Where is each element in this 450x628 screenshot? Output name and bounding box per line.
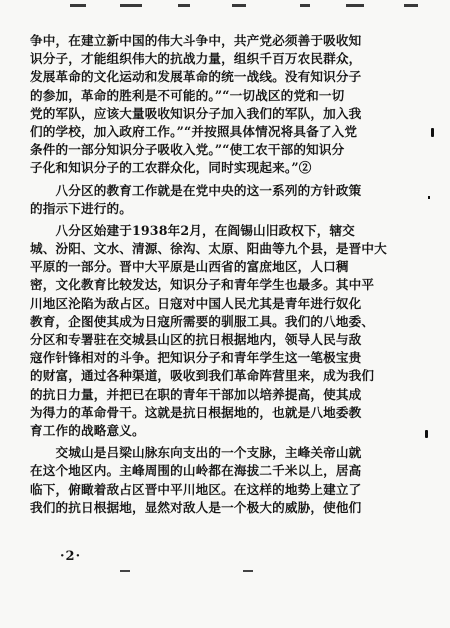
text-line: 争中，在建立新中国的伟大斗争中，共产党必须善于吸收知 — [30, 33, 362, 48]
text-line: 寇作针锋相对的斗争。把知识分子和青年学生这一笔极宝贵 — [30, 350, 362, 366]
text-line: 川地区沦陷为敌占区。日寇对中国人民尤其是青年进行奴化 — [30, 295, 362, 311]
text-line: 们的学校，加入政府工作。”“并按照具体情况将具备了入党 — [30, 123, 358, 139]
text-line: 的抗日力量，并把已在职的青年干部加以培养提高，使其成 — [30, 386, 362, 402]
text-line: 分区和专署驻在交城县山区的抗日根据地内，领导人民与敌 — [30, 332, 362, 347]
text-line: 城、汾阳、文水、清源、徐沟、太原、阳曲等九个县，是晋中大 — [30, 241, 387, 257]
margin-speck — [425, 430, 428, 438]
text-line: 我们的抗日根据地，显然对敌人是一个极大的威胁，使他们 — [30, 499, 362, 515]
text-line: 的财富，通过各种渠道，吸收到我们革命阵营里来，成为我们 — [30, 368, 375, 384]
bottom-mark — [120, 570, 130, 572]
page-number: ·2· — [60, 549, 82, 564]
text-line: 党的军队，应该大量吸收知识分子加入我们的军队，加入我 — [30, 105, 362, 121]
text-line: 交城山是吕梁山脉东向支出的一个支脉，主峰关帝山就 — [30, 445, 362, 461]
scan-mark — [404, 4, 418, 7]
text-line: 八分区的教育工作就是在党中央的这一系列的方针政策 — [30, 182, 362, 198]
scan-mark — [70, 4, 86, 7]
text-line: 在这个地区内。主峰周围的山岭都在海拔二千米以上，居高 — [30, 463, 362, 479]
scan-mark — [346, 4, 364, 7]
scan-mark — [120, 4, 142, 7]
text-line: 教育，企图使其成为日寇所需要的驯服工具。我们的八地委、 — [30, 313, 375, 329]
text-line: 为得力的革命骨干。这就是抗日根据地的，也就是八地委教 — [30, 404, 362, 420]
text-line: 平原的一部分。晋中大平原是山西省的富庶地区，人口稠 — [30, 259, 349, 275]
text-line: 识分子，才能组织伟大的抗战力量，组织千百万农民群众， — [30, 51, 362, 67]
bottom-mark — [243, 570, 253, 572]
top-scan-marks — [0, 0, 450, 22]
scan-mark — [300, 4, 310, 7]
text-line: 的指示下进行的。 — [30, 200, 132, 216]
scan-mark — [178, 4, 190, 7]
text-line: 密，文化教育比较发达，知识分子和青年学生也最多。其中平 — [30, 277, 375, 293]
text-line: 临下，俯瞰着敌占区晋中平川地区。在这样的地势上建立了 — [30, 481, 362, 497]
text-line: 的参加，革命的胜利是不可能的。”“一切战区的党和一切 — [30, 87, 345, 103]
margin-speck — [431, 128, 434, 137]
text-line: 育工作的战略意义。 — [30, 422, 145, 438]
text-line: 条件的一部分知识分子吸收入党。”“使工农干部的知识分 — [30, 142, 345, 158]
text-line: 发展革命的文化运动和发展革命的统一战线。没有知识分子 — [30, 69, 362, 85]
margin-speck — [428, 196, 430, 199]
body-text — [30, 32, 410, 517]
text-line: 子化和知识分子的工农群众化，同时实现起来。”② — [30, 160, 312, 176]
scan-mark — [232, 4, 246, 7]
text-line: 八分区始建于1938年2月，在阎锡山旧政权下，辖交 — [30, 222, 355, 238]
